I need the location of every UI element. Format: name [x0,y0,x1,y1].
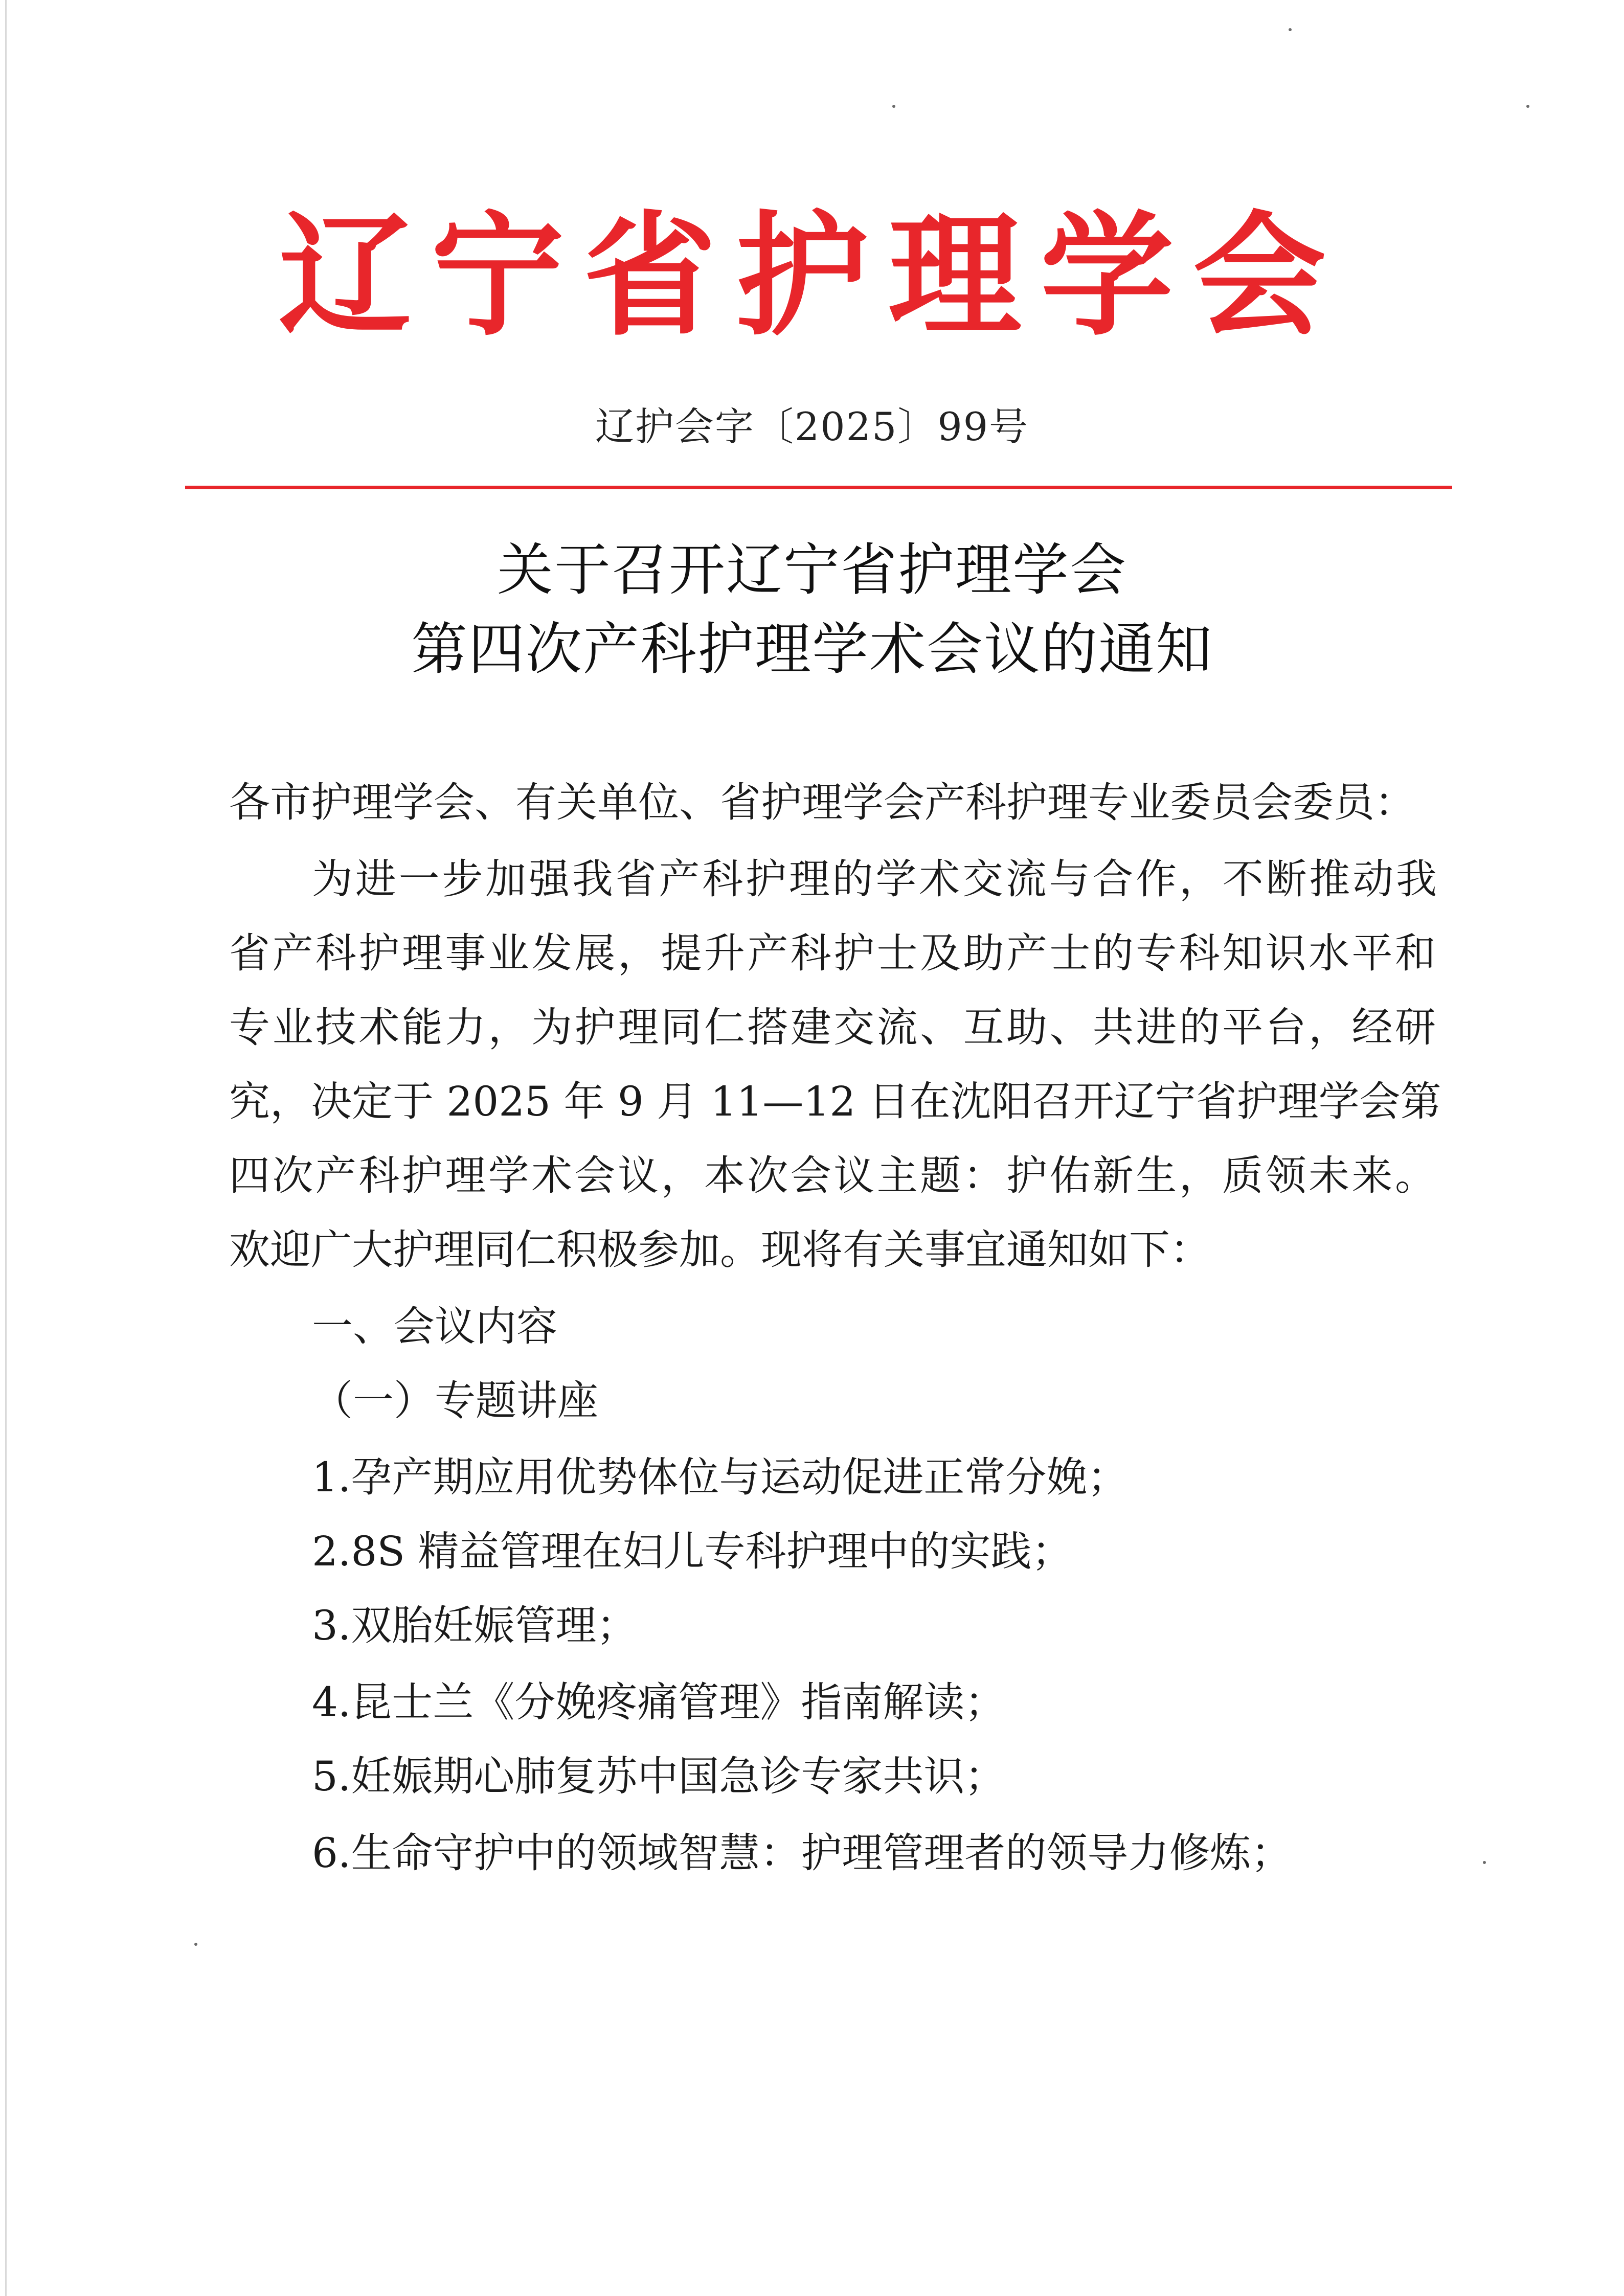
scan-speck [1289,28,1292,31]
intro-paragraph-line: 欢迎广大护理同仁积极参加。现将有关事宜通知如下： [229,1226,1211,1274]
scan-speck [194,1943,197,1946]
intro-paragraph-line: 为进一步加强我省产科护理的学术交流与合作，不断推动我 [312,855,1437,903]
scan-speck [1526,105,1529,108]
subsection-heading-lectures: （一）专题讲座 [312,1377,598,1424]
document-number: 辽护会字〔2025〕99号 [595,404,1029,449]
scan-speck [892,105,895,108]
intro-paragraph-line: 省产科护理事业发展，提升产科护士及助产士的专科知识水平和 [229,929,1436,977]
lecture-item: 3.双胎妊娠管理； [312,1602,638,1649]
red-divider-line [185,486,1452,489]
lecture-item: 5.妊娠期心肺复苏中国急诊专家共识； [312,1753,1006,1800]
lecture-item: 6.生命守护中的领域智慧：护理管理者的领导力修炼； [312,1829,1292,1877]
document-title-line-2: 第四次产科护理学术会议的通知 [411,617,1213,682]
lecture-item: 4.昆士兰《分娩疼痛管理》指南解读； [312,1678,1006,1726]
scan-speck [1483,1861,1486,1864]
organization-header: 辽宁省护理学会 [279,198,1345,354]
intro-paragraph-line: 四次产科护理学术会议，本次会议主题：护佑新生，质领未来。 [229,1152,1436,1199]
document-title-line-1: 关于召开辽宁省护理学会 [497,537,1127,603]
salutation: 各市护理学会、有关单位、省护理学会产科护理专业委员会委员： [229,779,1415,826]
intro-paragraph-line: 究，决定于 2025 年 9 月 11—12 日在沈阳召开辽宁省护理学会第 [229,1078,1441,1125]
section-heading-meeting-content: 一、会议内容 [312,1303,557,1350]
lecture-item: 1.孕产期应用优势体位与运动促进正常分娩； [312,1453,1129,1501]
lecture-item: 2.8S 精益管理在妇儿专科护理中的实践； [312,1528,1073,1575]
intro-paragraph-line: 专业技术能力，为护理同仁搭建交流、互助、共进的平台，经研 [229,1004,1436,1051]
